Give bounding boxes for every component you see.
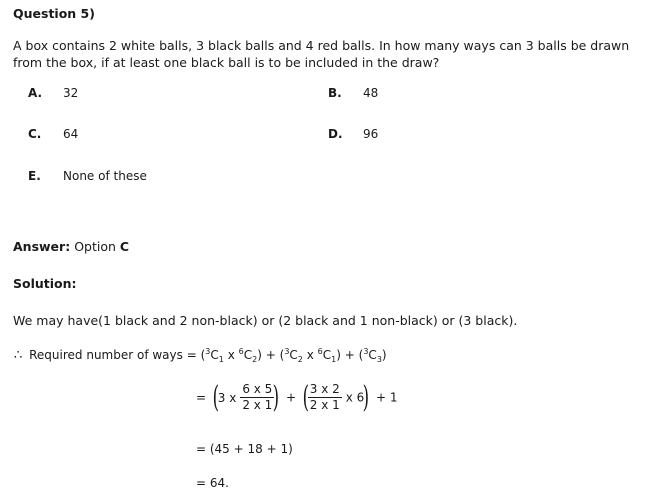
option-d-value[interactable]: 96: [363, 127, 379, 141]
answer-label: Answer:: [13, 239, 71, 254]
option-c-letter: C.: [28, 127, 42, 141]
solution-step-3: = (45 + 18 + 1): [196, 442, 293, 456]
right-paren-icon: ): [272, 379, 280, 415]
option-b-letter: B.: [328, 86, 342, 100]
option-a-value[interactable]: 32: [63, 86, 79, 100]
therefore-line: [14, 348, 387, 363]
left-paren-icon: (: [302, 379, 310, 415]
question-text-line-2: from the box, if at least one black ball is to be included in the draw?: [13, 55, 440, 70]
right-paren-icon: ): [362, 379, 370, 415]
option-a-letter: A.: [28, 86, 43, 100]
formula: = ($^3C_1$ x $^6C_2) + (^3C_2$ x $^6C_1) + (^3C_3)$: [186, 347, 387, 364]
answer-line: [13, 239, 129, 254]
answer-option-letter: C: [119, 239, 130, 254]
answer-option-text: Option: [74, 239, 116, 254]
fraction-1: $\frac{6 x 5}{2 x 1}$: [242, 382, 273, 412]
question-text-line-1: A box contains 2 white balls, 3 black balls and 4 red balls. In how many ways can 3 balls be drawn: [13, 38, 630, 53]
question-title: Question 5): [13, 6, 95, 21]
fraction-2: $\frac{3 x 2}{2 x 1}$: [309, 382, 340, 412]
solution-step-4: = 64.: [196, 476, 229, 490]
left-paren-icon: (: [212, 379, 220, 415]
required-text: Required number of ways: [29, 348, 183, 362]
option-d-letter: D.: [328, 127, 343, 141]
option-e-value[interactable]: None of these: [63, 169, 147, 183]
solution-step-2: = (3 x $\frac{6 x 5}{2 x 1}$ ) + ( $\frac{3 x 2}{2 x 1}$ x 6) + 1: [196, 379, 398, 415]
solution-label: Solution:: [13, 276, 77, 291]
option-e-letter: E.: [28, 169, 41, 183]
option-b-value[interactable]: 48: [363, 86, 379, 100]
therefore-icon: ∴: [14, 348, 23, 363]
solution-intro: We may have(1 black and 2 non-black) or (2 black and 1 non-black) or (3 black).: [13, 313, 518, 328]
option-c-value[interactable]: 64: [63, 127, 79, 141]
